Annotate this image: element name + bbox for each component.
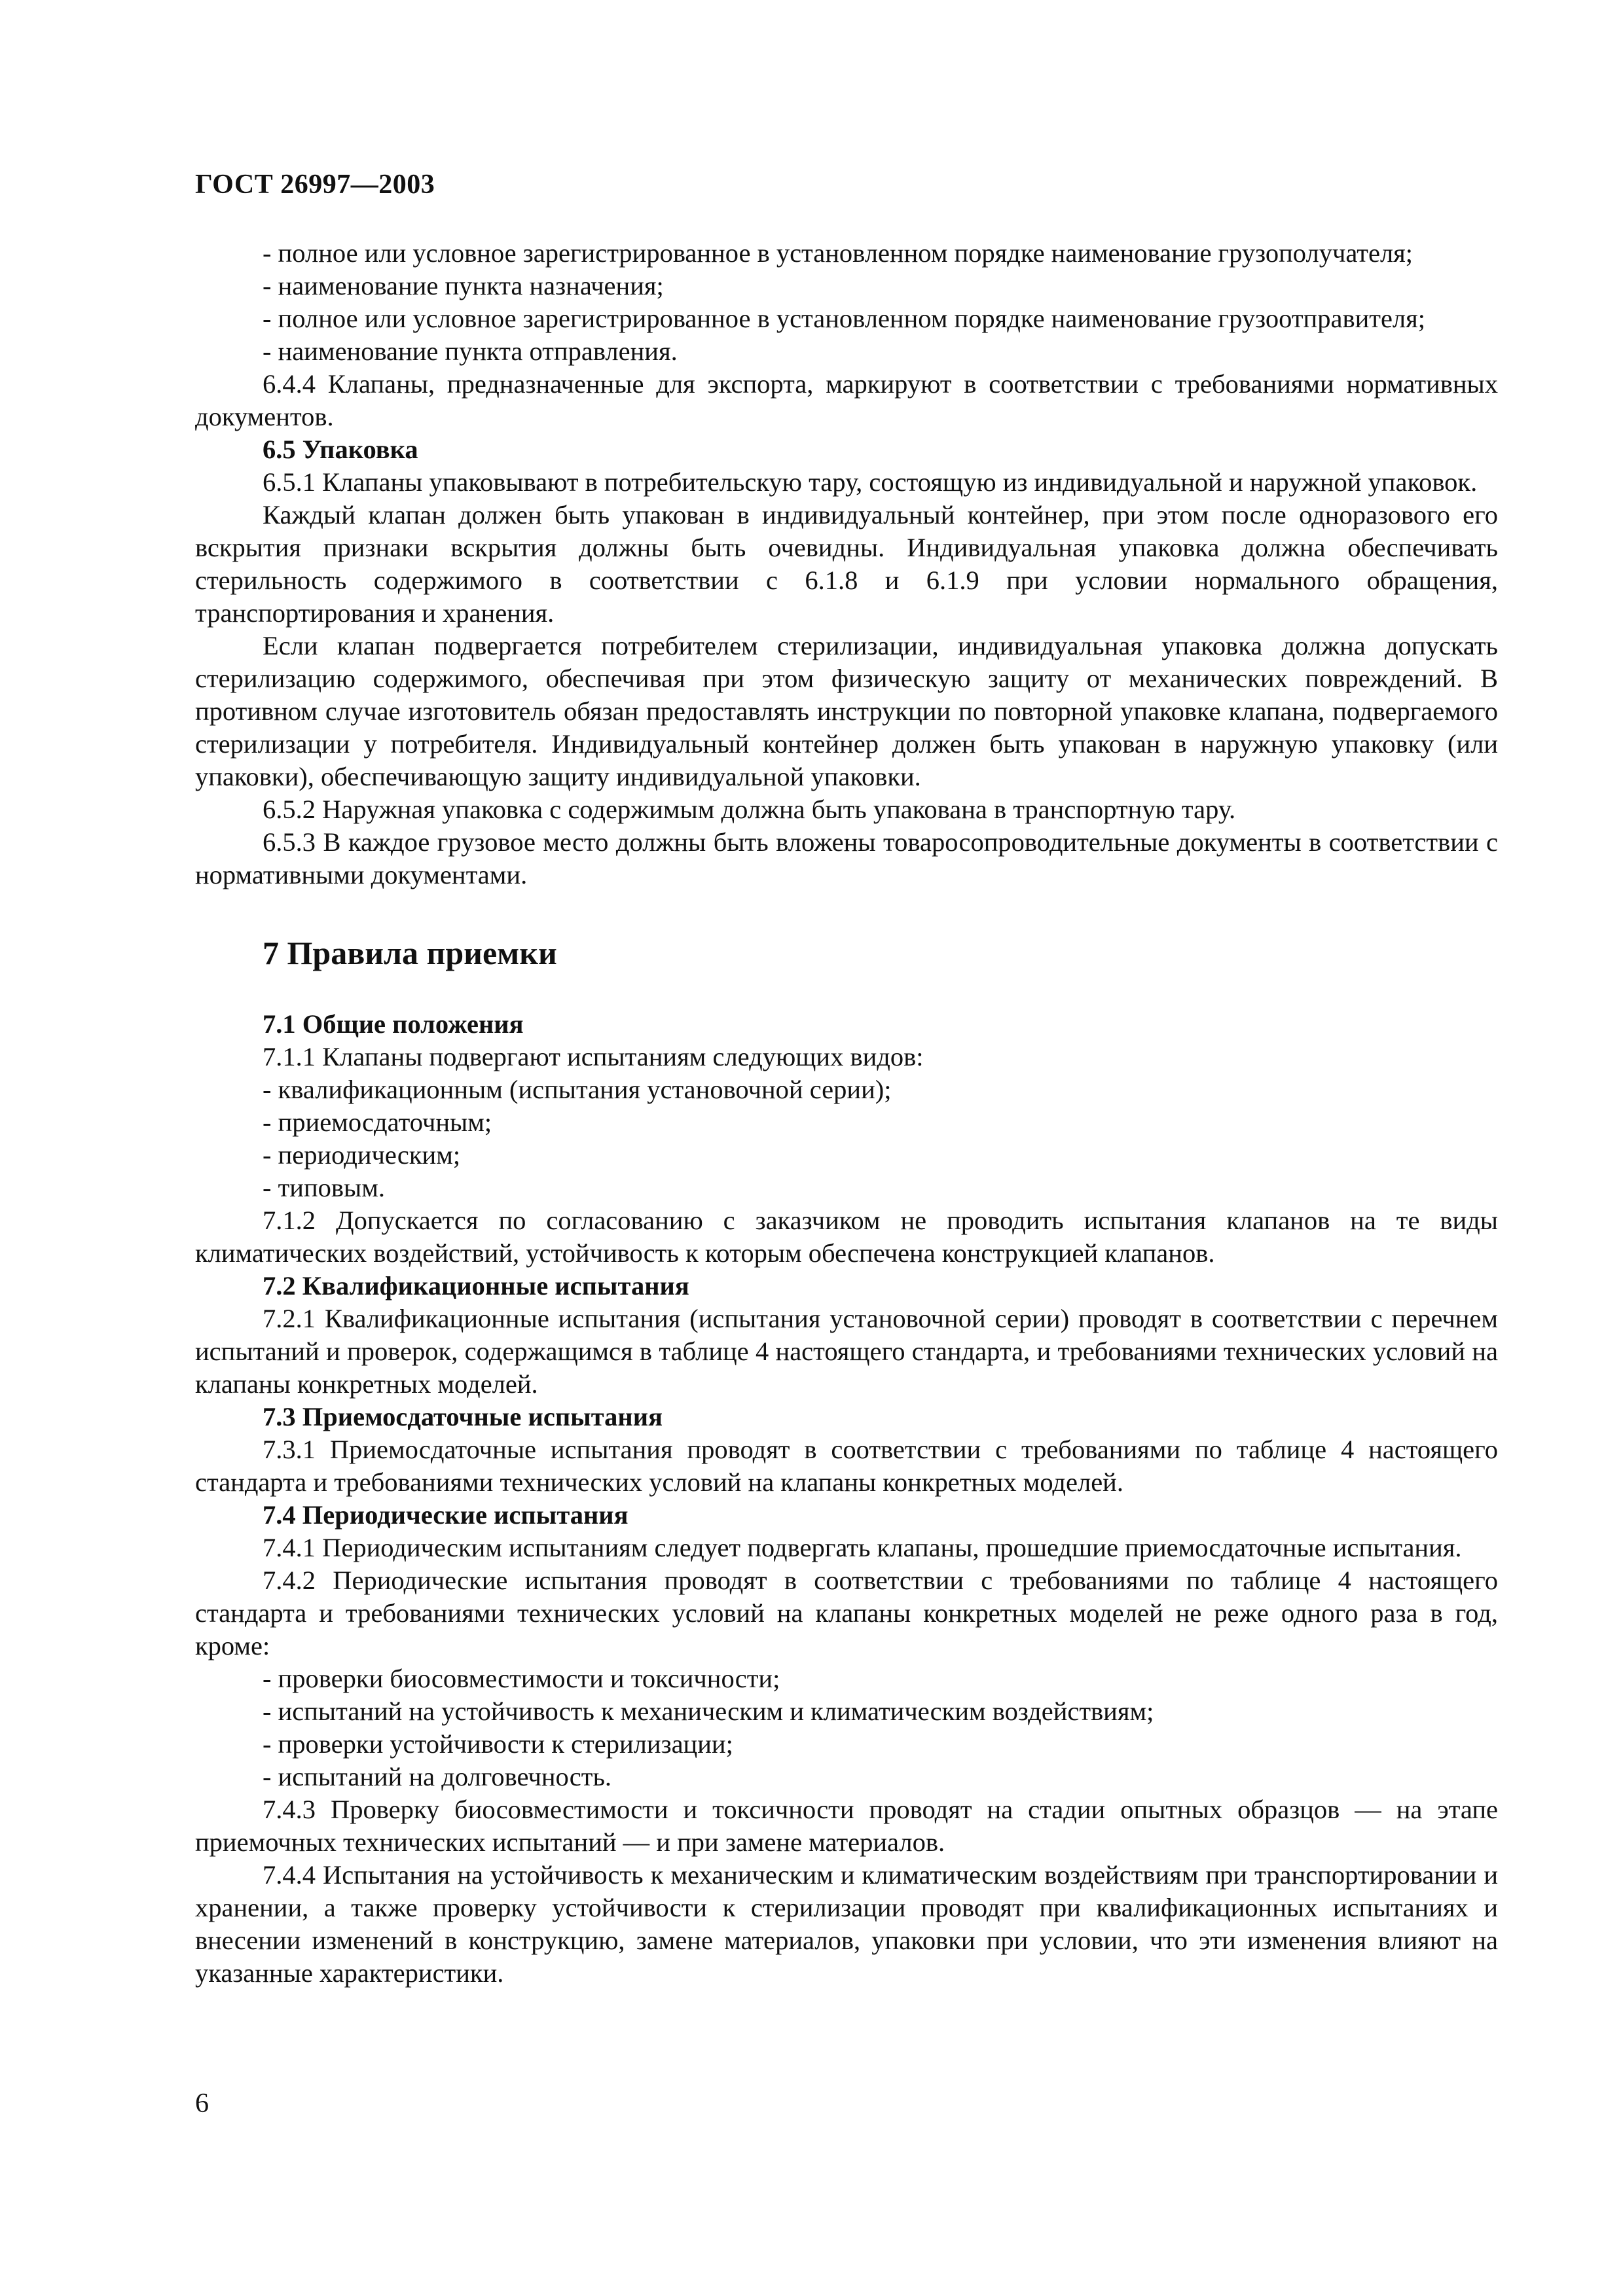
paragraph: 7.3.1 Приемосдаточные испытания проводят в соответствии с требованиями по таблице 4 настоящего стандарта и требованиями технических условий на клапаны конкретных моделей. [195,1435,1498,1497]
paragraph: 6.4.4 Клапаны, предназначенные для экспорта, маркируют в соответствии с требованиями нормативных документов. [195,369,1498,431]
paragraph: - квалификационным (испытания установочной серии); [263,1075,892,1104]
paragraph: Если клапан подвергается потребителем стерилизации, индивидуальная упаковка должна допускать стерилизацию содержимого, обеспечивая при этом физическую защиту от механических повреждений. В противном случае изготовитель обязан предоставлять инструкции по повторной упаковке клапана, подвергаемого стерилизации у потребителя. Индивидуальный контейнер должен быть упакован в наружную упаковку (или упаковки), обеспечивающую защиту индивидуальной упаковки. [195,631,1498,791]
paragraph: 6.5.2 Наружная упаковка с содержимым должна быть упакована в транспортную тару. [263,795,1236,824]
paragraph: 7.4.1 Периодическим испытаниям следует подвергать клапаны, прошедшие приемосдаточные испытания. [263,1533,1462,1562]
paragraph: - типовым. [263,1173,385,1202]
section-heading: 7.2 Квалификационные испытания [263,1271,689,1300]
paragraph: 7.2.1 Квалификационные испытания (испытания установочной серии) проводят в соответствии с перечнем испытаний и проверок, содержащимся в таблице 4 настоящего стандарта, и требованиями технических условий на клапаны конкретных моделей. [195,1304,1498,1399]
section-heading: 6.5 Упаковка [263,435,418,464]
paragraph: - приемосдаточным; [263,1107,492,1137]
paragraph: 6.5.1 Клапаны упаковывают в потребительскую тару, состоящую из индивидуальной и наружной упаковок. [263,467,1478,497]
paragraph: - проверки устойчивости к стерилизации; [263,1729,733,1759]
paragraph: - испытаний на долговечность. [263,1762,612,1791]
paragraph: 7.1.1 Клапаны подвергают испытаниям следующих видов: [263,1042,924,1071]
paragraph: - наименование пункта отправления. [263,336,678,366]
paragraph: - наименование пункта назначения; [263,271,664,300]
paragraph: 7.1.2 Допускается по согласованию с заказчиком не проводить испытания клапанов на те виды климатических воздействий, устойчивость к которым обеспечена конструкцией клапанов. [195,1206,1498,1268]
paragraph: - полное или условное зарегистрированное в установленном порядке наименование грузоотправителя; [263,304,1426,333]
paragraph: 6.5.3 В каждое грузовое место должны быть вложены товаросопроводительные документы в соответствии с нормативными документами. [195,827,1498,889]
document-body [195,237,1498,1990]
paragraph: 7.4.4 Испытания на устойчивость к механическим и климатическим воздействиям при транспортировании и хранении, а также проверку устойчивости к стерилизации проводят при квалификационных испытаниях и внесении изменений в конструкцию, замене материалов, упаковки при условии, что эти изменения влияют на указанные характеристики. [195,1860,1498,1988]
document-code-header: ГОСТ 26997—2003 [195,170,435,200]
page-number: 6 [195,2089,209,2119]
paragraph: 7.4.3 Проверку биосовместимости и токсичности проводят на стадии опытных образцов — на этапе приемочных технических испытаний — и при замене материалов. [195,1795,1498,1857]
section-heading: 7.1 Общие положения [263,1009,524,1039]
paragraph: - проверки биосовместимости и токсичности; [263,1664,780,1693]
paragraph: Каждый клапан должен быть упакован в индивидуальный контейнер, при этом после одноразового его вскрытия признаки вскрытия должны быть очевидны. Индивидуальная упаковка должна обеспечивать стерильность содержимого в соответствии с 6.1.8 и 6.1.9 при условии нормального обращения, транспортирования и хранения. [195,500,1498,628]
section-heading: 7.4 Периодические испытания [263,1500,629,1530]
chapter-heading: 7 Правила приемки [263,935,557,971]
paragraph: 7.4.2 Периодические испытания проводят в соответствии с требованиями по таблице 4 настоящего стандарта и требованиями технических условий на клапаны конкретных моделей не реже одного раза в год, кроме: [195,1566,1498,1660]
section-heading: 7.3 Приемосдаточные испытания [263,1402,663,1431]
paragraph: - периодическим; [263,1140,461,1170]
paragraph: - испытаний на устойчивость к механическим и климатическим воздействиям; [263,1696,1154,1726]
paragraph: - полное или условное зарегистрированное в установленном порядке наименование грузополучателя; [263,238,1413,268]
